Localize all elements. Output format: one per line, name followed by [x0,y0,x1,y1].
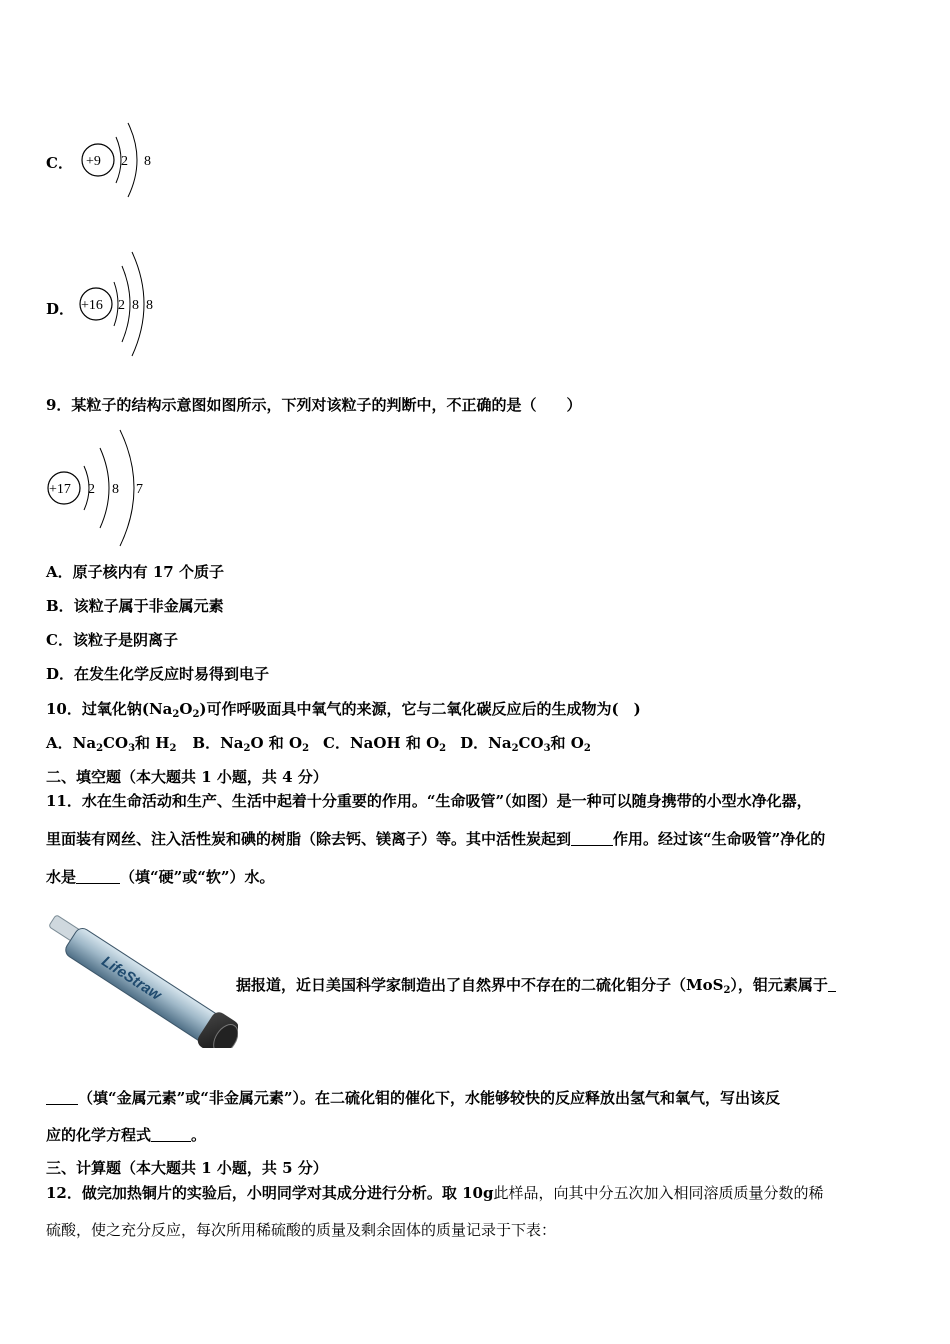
q9-option-b: B．该粒子属于非金属元素 [46,597,224,615]
shell-2-count: 8 [144,154,151,169]
q11-line-6: 应的化学方程式 。 [46,1126,207,1144]
q9-option-d: D．在发生化学反应时易得到电子 [46,665,270,683]
q11-blank-1 [571,831,613,846]
shell-arc-3 [120,430,134,546]
q11-line-2: 里面装有网丝、注入活性炭和碘的树脂（除去钙、镁离子）等。其中活性炭起到 作用。经过该“生命吸管”净化的 [46,830,826,848]
shell-2-count: 8 [112,482,119,497]
shell-2-count: 8 [132,298,139,313]
q11-blank-4 [151,1127,191,1142]
q10-options [46,733,591,759]
shell-arc-2 [128,123,137,197]
q11-blank-3b [46,1090,78,1105]
q11-line-3: 水是 （填“硬”或“软”）水。 [46,868,275,886]
q10-stem: 10．过氧化钠$(Na_2O_2)$可作呼吸面具中氧气的来源，它与二氧化碳反应后的生成物为( ) [46,700,641,720]
section-2-title: 二、填空题（本大题共 1 小题，共 4 分） [46,768,328,786]
q9-option-c: C．该粒子是阴离子 [46,631,178,649]
q11-line-1: 11．水在生命活动和生产、生活中起着十分重要的作用。“生命吸管”（如图）是一种可以随身携带的小型水净化器， [46,792,812,810]
q8-option-d-label: D． [46,300,75,318]
q10-option-d: D．$Na_2CO_3$和 $O_2$ [460,734,591,754]
q10-option-a: A．$Na_2CO_3$和 $H_2$ [46,734,177,754]
shell-3-count: 7 [136,482,143,497]
q8-option-d-atom-diagram [76,248,171,358]
q12-line-1: 12．做完加热铜片的实验后，小明同学对其成分进行分析。取 10g此样品，向其中分五次加入相同溶质质量分数的稀 [46,1184,824,1202]
section-3-title: 三、计算题（本大题共 1 小题，共 5 分） [46,1159,328,1177]
nucleus-charge: +16 [81,298,103,313]
shell-1-count: 2 [88,482,95,497]
lifestraw-image [40,908,238,1048]
q11-blank-2 [76,869,120,884]
q12-line-2: 硫酸，使之充分反应，每次所用稀硫酸的质量及剩余固体的质量记录于下表： [46,1221,557,1239]
q11-line-4: 据报道，近日美国科学家制造出了自然界中不存在的二硫化钼分子（MoS$_2$），钼元素属于 [236,975,836,1001]
shell-1-count: 2 [118,298,125,313]
q11-blank-3a [828,977,836,992]
q8-option-c-label: C． [46,154,73,172]
q9-stem: 9．某粒子的结构示意图如图所示，下列对该粒子的判断中，不正确的是（ ） [46,396,582,414]
lifestraw-logo-text: LifeStraw [98,952,165,1004]
q8-option-c-atom-diagram [76,115,166,200]
q10-option-b: B．$Na_2O$ 和 $O_2$ [192,734,310,754]
shell-arc-2 [100,448,109,528]
shell-3-count: 8 [146,298,153,313]
q9-atom-diagram [44,428,154,548]
nucleus-charge: +17 [49,482,71,497]
shell-1-count: 2 [121,154,128,169]
q10-option-c: C．NaOH 和 $O_2$ [323,734,447,754]
nucleus-charge: +9 [86,154,101,169]
q9-option-a: A．原子核内有 17 个质子 [46,563,224,581]
q11-line-5: （填“金属元素”或“非金属元素”）。在二硫化钼的催化下，水能够较快的反应释放出氢气和氧气，写出该反 [46,1088,780,1108]
